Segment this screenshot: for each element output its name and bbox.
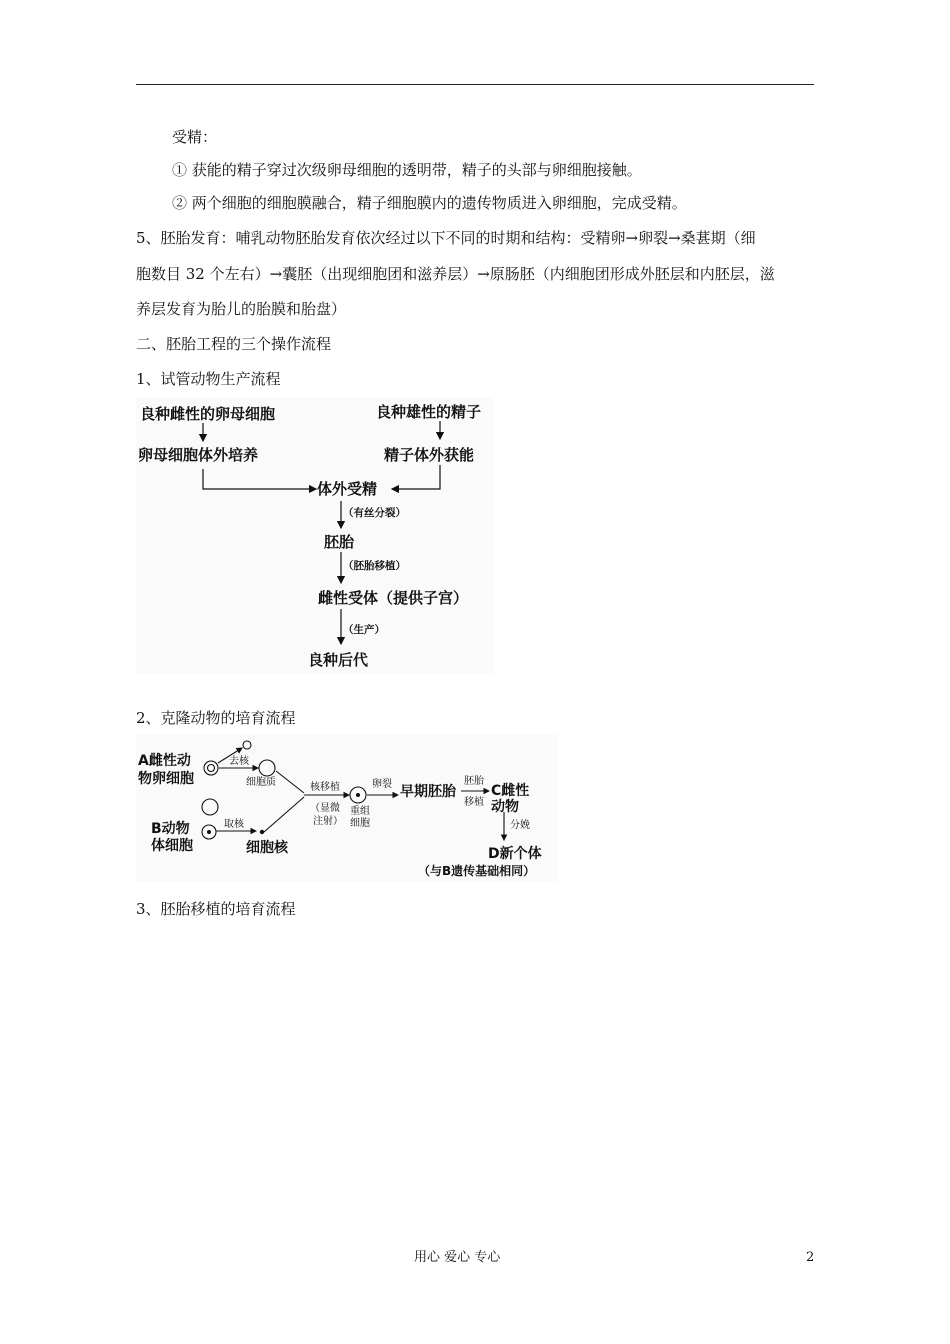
diagram2-reconstructed-label-2: 细胞 [350,818,370,829]
diagram1-egg-label: 良种雌性的卵母细胞 [140,405,276,423]
diagram2-a-label-1: A雌性动 [138,753,191,769]
diagram1-sperm-capacitation-label: 精子体外获能 [384,446,475,464]
footer-motto: 用心 爱心 专心 [414,1250,501,1265]
diagram2-micro-label-2: 注射） [313,816,343,827]
diagram1-embryo-label: 胚胎 [324,533,355,551]
cloned-animal-flowchart [136,735,558,881]
diagram2-a-label-2: 物卵细胞 [138,771,194,787]
diagram2-reconstructed-label-1: 重组 [350,806,370,817]
diagram2-b-label-1: B动物 [151,821,190,837]
diagram2-d-label-2: （与B遗传基础相同） [418,864,536,878]
diagram2-cytoplasm-label: 细胞质 [246,777,276,788]
diagram1-egg-culture-label: 卵母细胞体外培养 [138,446,259,464]
diagram1-offspring-label: 良种后代 [308,651,369,669]
diagram2-transfer-label-2: 移植 [464,797,484,808]
diagram1-birth-label: （生产） [343,624,385,636]
egg-cell-icon [204,761,218,775]
embryo-development-line-2: 胞数目 32 个左右）→囊胚（出现细胞团和滋养层）→原肠胚（内细胞团形成外胚层和内胚层，滋 [136,265,775,283]
embryo-development-line-1: 5、胚胎发育：哺乳动物胚胎发育依次经过以下不同的时期和结构：受精卵→卵裂→桑葚期（细 [136,229,756,247]
body-cell-remnant-icon [202,799,218,815]
page-number: 2 [806,1250,815,1265]
diagram2-early-embryo-label: 早期胚胎 [400,784,456,800]
diagram2-cleavage-label: 卵裂 [372,779,392,790]
fertilization-step-2: ② 两个细胞的细胞膜融合，精子细胞膜内的遗传物质进入卵细胞，完成受精。 [172,194,687,212]
diagram2-nuclear-transfer-label: 核移植 [310,782,340,793]
diagram2-c-label-2: 动物 [491,799,519,815]
diagram1-ivf-label: 体外受精 [317,480,378,498]
embryo-development-line-3: 养层发育为胎儿的胎膜和胎盘） [136,300,347,318]
subsection-test-tube-animal: 1、试管动物生产流程 [136,370,281,388]
fertilization-step-1: ① 获能的精子穿过次级卵母细胞的透明带，精子的头部与卵细胞接触。 [172,161,642,179]
diagram2-transfer-label-1: 胚胎 [464,776,484,787]
diagram1-transfer-label: （胚胎移植） [343,560,406,572]
diagram2-enucleate-label: 去核 [229,756,249,767]
diagram2-c-label-1: C雌性 [491,783,530,799]
subsection-cloned-animal: 2、克隆动物的培育流程 [136,709,296,727]
section-heading-2: 二、胚胎工程的三个操作流程 [136,335,332,353]
removed-nucleus-icon [243,741,251,749]
extracted-nucleus-dot [260,830,264,834]
diagram1-sperm-label: 良种雄性的精子 [376,403,482,421]
diagram2-d-label-1: D新个体 [488,846,542,862]
fertilization-heading: 受精： [172,128,218,146]
diagram2-take-nucleus-label: 取核 [224,819,244,830]
diagram2-micro-label-1: （显微 [310,803,340,814]
header-rule [136,84,814,85]
diagram2-delivery-label: 分娩 [510,820,530,831]
diagram2-nucleus-label: 细胞核 [246,840,288,856]
diagram1-mitosis-label: （有丝分裂） [343,507,406,519]
diagram2-b-label-2: 体细胞 [151,838,193,854]
diagram1-recipient-label: 雌性受体（提供子宫） [318,589,469,607]
test-tube-animal-flowchart [136,397,494,673]
subsection-embryo-transfer: 3、胚胎移植的培育流程 [136,900,296,918]
enucleated-egg-icon [259,760,275,776]
